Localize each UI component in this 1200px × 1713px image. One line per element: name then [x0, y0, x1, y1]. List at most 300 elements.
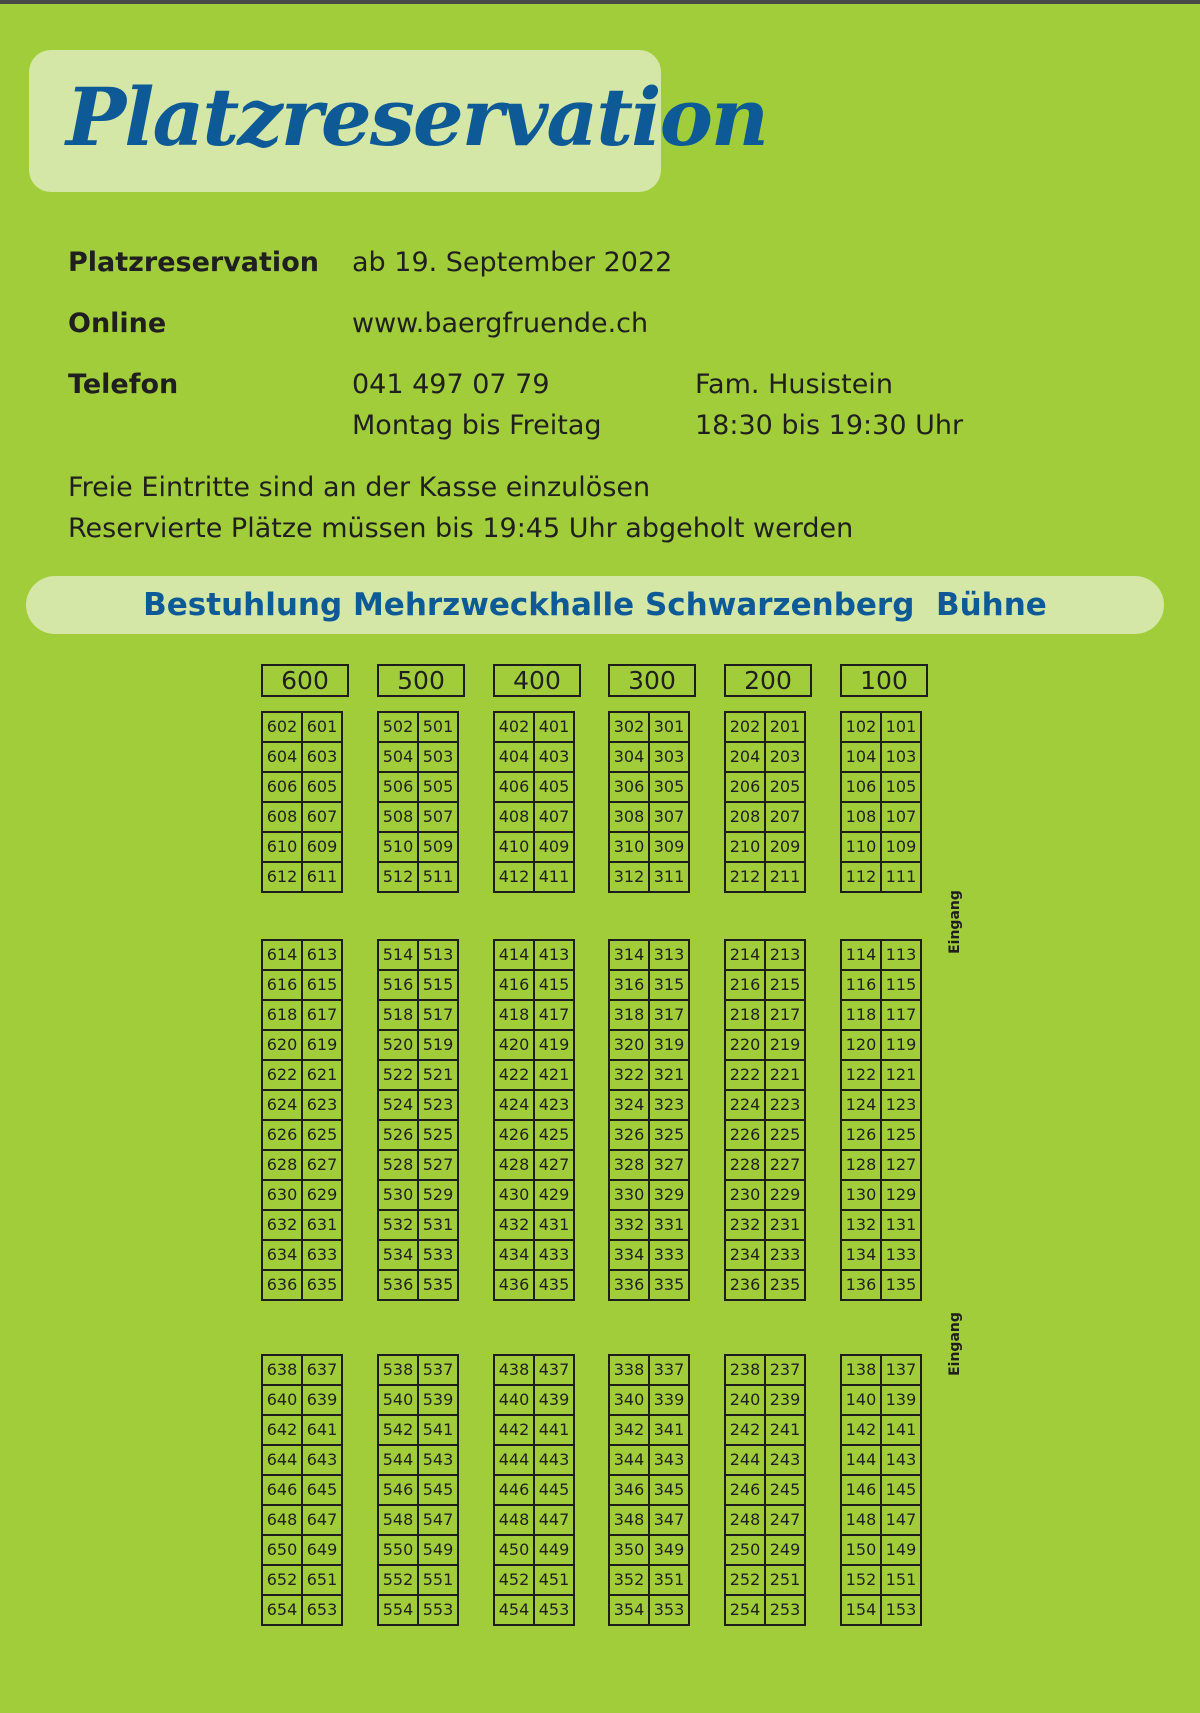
seat-152[interactable]: 152 — [841, 1565, 881, 1595]
seat-536[interactable]: 536 — [378, 1270, 418, 1300]
seat-624[interactable]: 624 — [262, 1090, 302, 1120]
seat-636[interactable]: 636 — [262, 1270, 302, 1300]
seat-432[interactable]: 432 — [494, 1210, 534, 1240]
seat-443[interactable]: 443 — [534, 1445, 574, 1475]
seat-119[interactable]: 119 — [881, 1030, 921, 1060]
seat-346[interactable]: 346 — [609, 1475, 649, 1505]
seat-111[interactable]: 111 — [881, 862, 921, 892]
seat-148[interactable]: 148 — [841, 1505, 881, 1535]
seat-217[interactable]: 217 — [765, 1000, 805, 1030]
seat-218[interactable]: 218 — [725, 1000, 765, 1030]
seat-518[interactable]: 518 — [378, 1000, 418, 1030]
seat-210[interactable]: 210 — [725, 832, 765, 862]
seat-203[interactable]: 203 — [765, 742, 805, 772]
seat-444[interactable]: 444 — [494, 1445, 534, 1475]
seat-520[interactable]: 520 — [378, 1030, 418, 1060]
seat-629[interactable]: 629 — [302, 1180, 342, 1210]
seat-228[interactable]: 228 — [725, 1150, 765, 1180]
seat-221[interactable]: 221 — [765, 1060, 805, 1090]
seat-212[interactable]: 212 — [725, 862, 765, 892]
seat-442[interactable]: 442 — [494, 1415, 534, 1445]
seat-405[interactable]: 405 — [534, 772, 574, 802]
seat-216[interactable]: 216 — [725, 970, 765, 1000]
seat-321[interactable]: 321 — [649, 1060, 689, 1090]
seat-128[interactable]: 128 — [841, 1150, 881, 1180]
seat-238[interactable]: 238 — [725, 1355, 765, 1385]
seat-552[interactable]: 552 — [378, 1565, 418, 1595]
seat-537[interactable]: 537 — [418, 1355, 458, 1385]
seat-606[interactable]: 606 — [262, 772, 302, 802]
seat-330[interactable]: 330 — [609, 1180, 649, 1210]
seat-539[interactable]: 539 — [418, 1385, 458, 1415]
seat-235[interactable]: 235 — [765, 1270, 805, 1300]
seat-603[interactable]: 603 — [302, 742, 342, 772]
seat-534[interactable]: 534 — [378, 1240, 418, 1270]
seat-421[interactable]: 421 — [534, 1060, 574, 1090]
seat-309[interactable]: 309 — [649, 832, 689, 862]
seat-324[interactable]: 324 — [609, 1090, 649, 1120]
seat-423[interactable]: 423 — [534, 1090, 574, 1120]
seat-120[interactable]: 120 — [841, 1030, 881, 1060]
seat-122[interactable]: 122 — [841, 1060, 881, 1090]
seat-526[interactable]: 526 — [378, 1120, 418, 1150]
seat-351[interactable]: 351 — [649, 1565, 689, 1595]
seat-340[interactable]: 340 — [609, 1385, 649, 1415]
seat-343[interactable]: 343 — [649, 1445, 689, 1475]
seat-348[interactable]: 348 — [609, 1505, 649, 1535]
seat-610[interactable]: 610 — [262, 832, 302, 862]
seat-224[interactable]: 224 — [725, 1090, 765, 1120]
seat-219[interactable]: 219 — [765, 1030, 805, 1060]
seat-329[interactable]: 329 — [649, 1180, 689, 1210]
seat-451[interactable]: 451 — [534, 1565, 574, 1595]
seat-541[interactable]: 541 — [418, 1415, 458, 1445]
seat-130[interactable]: 130 — [841, 1180, 881, 1210]
seat-305[interactable]: 305 — [649, 772, 689, 802]
seat-449[interactable]: 449 — [534, 1535, 574, 1565]
seat-240[interactable]: 240 — [725, 1385, 765, 1415]
seat-214[interactable]: 214 — [725, 940, 765, 970]
seat-653[interactable]: 653 — [302, 1595, 342, 1625]
seat-140[interactable]: 140 — [841, 1385, 881, 1415]
seat-253[interactable]: 253 — [765, 1595, 805, 1625]
seat-206[interactable]: 206 — [725, 772, 765, 802]
seat-438[interactable]: 438 — [494, 1355, 534, 1385]
seat-549[interactable]: 549 — [418, 1535, 458, 1565]
seat-620[interactable]: 620 — [262, 1030, 302, 1060]
seat-205[interactable]: 205 — [765, 772, 805, 802]
seat-643[interactable]: 643 — [302, 1445, 342, 1475]
seat-415[interactable]: 415 — [534, 970, 574, 1000]
seat-118[interactable]: 118 — [841, 1000, 881, 1030]
seat-102[interactable]: 102 — [841, 712, 881, 742]
seat-511[interactable]: 511 — [418, 862, 458, 892]
seat-644[interactable]: 644 — [262, 1445, 302, 1475]
seat-246[interactable]: 246 — [725, 1475, 765, 1505]
seat-414[interactable]: 414 — [494, 940, 534, 970]
seat-410[interactable]: 410 — [494, 832, 534, 862]
seat-316[interactable]: 316 — [609, 970, 649, 1000]
seat-605[interactable]: 605 — [302, 772, 342, 802]
seat-335[interactable]: 335 — [649, 1270, 689, 1300]
seat-213[interactable]: 213 — [765, 940, 805, 970]
seat-513[interactable]: 513 — [418, 940, 458, 970]
seat-248[interactable]: 248 — [725, 1505, 765, 1535]
seat-231[interactable]: 231 — [765, 1210, 805, 1240]
seat-241[interactable]: 241 — [765, 1415, 805, 1445]
seat-454[interactable]: 454 — [494, 1595, 534, 1625]
seat-315[interactable]: 315 — [649, 970, 689, 1000]
seat-404[interactable]: 404 — [494, 742, 534, 772]
seat-650[interactable]: 650 — [262, 1535, 302, 1565]
seat-308[interactable]: 308 — [609, 802, 649, 832]
seat-524[interactable]: 524 — [378, 1090, 418, 1120]
seat-453[interactable]: 453 — [534, 1595, 574, 1625]
seat-226[interactable]: 226 — [725, 1120, 765, 1150]
seat-647[interactable]: 647 — [302, 1505, 342, 1535]
seat-319[interactable]: 319 — [649, 1030, 689, 1060]
seat-116[interactable]: 116 — [841, 970, 881, 1000]
seat-434[interactable]: 434 — [494, 1240, 534, 1270]
seat-401[interactable]: 401 — [534, 712, 574, 742]
seat-154[interactable]: 154 — [841, 1595, 881, 1625]
seat-419[interactable]: 419 — [534, 1030, 574, 1060]
seat-546[interactable]: 546 — [378, 1475, 418, 1505]
seat-124[interactable]: 124 — [841, 1090, 881, 1120]
seat-429[interactable]: 429 — [534, 1180, 574, 1210]
seat-516[interactable]: 516 — [378, 970, 418, 1000]
seat-503[interactable]: 503 — [418, 742, 458, 772]
seat-545[interactable]: 545 — [418, 1475, 458, 1505]
seat-446[interactable]: 446 — [494, 1475, 534, 1505]
seat-306[interactable]: 306 — [609, 772, 649, 802]
seat-245[interactable]: 245 — [765, 1475, 805, 1505]
seat-352[interactable]: 352 — [609, 1565, 649, 1595]
seat-303[interactable]: 303 — [649, 742, 689, 772]
seat-413[interactable]: 413 — [534, 940, 574, 970]
seat-127[interactable]: 127 — [881, 1150, 921, 1180]
seat-507[interactable]: 507 — [418, 802, 458, 832]
seat-411[interactable]: 411 — [534, 862, 574, 892]
seat-521[interactable]: 521 — [418, 1060, 458, 1090]
seat-612[interactable]: 612 — [262, 862, 302, 892]
seat-146[interactable]: 146 — [841, 1475, 881, 1505]
seat-412[interactable]: 412 — [494, 862, 534, 892]
seat-307[interactable]: 307 — [649, 802, 689, 832]
seat-242[interactable]: 242 — [725, 1415, 765, 1445]
seat-611[interactable]: 611 — [302, 862, 342, 892]
seat-312[interactable]: 312 — [609, 862, 649, 892]
seat-628[interactable]: 628 — [262, 1150, 302, 1180]
seat-619[interactable]: 619 — [302, 1030, 342, 1060]
seat-211[interactable]: 211 — [765, 862, 805, 892]
seat-142[interactable]: 142 — [841, 1415, 881, 1445]
seat-618[interactable]: 618 — [262, 1000, 302, 1030]
seat-322[interactable]: 322 — [609, 1060, 649, 1090]
seat-427[interactable]: 427 — [534, 1150, 574, 1180]
seat-646[interactable]: 646 — [262, 1475, 302, 1505]
seat-437[interactable]: 437 — [534, 1355, 574, 1385]
seat-304[interactable]: 304 — [609, 742, 649, 772]
seat-354[interactable]: 354 — [609, 1595, 649, 1625]
seat-433[interactable]: 433 — [534, 1240, 574, 1270]
seat-252[interactable]: 252 — [725, 1565, 765, 1595]
seat-639[interactable]: 639 — [302, 1385, 342, 1415]
seat-632[interactable]: 632 — [262, 1210, 302, 1240]
seat-408[interactable]: 408 — [494, 802, 534, 832]
seat-651[interactable]: 651 — [302, 1565, 342, 1595]
seat-631[interactable]: 631 — [302, 1210, 342, 1240]
seat-249[interactable]: 249 — [765, 1535, 805, 1565]
seat-425[interactable]: 425 — [534, 1120, 574, 1150]
seat-328[interactable]: 328 — [609, 1150, 649, 1180]
seat-535[interactable]: 535 — [418, 1270, 458, 1300]
seat-417[interactable]: 417 — [534, 1000, 574, 1030]
seat-623[interactable]: 623 — [302, 1090, 342, 1120]
seat-530[interactable]: 530 — [378, 1180, 418, 1210]
seat-548[interactable]: 548 — [378, 1505, 418, 1535]
seat-123[interactable]: 123 — [881, 1090, 921, 1120]
seat-622[interactable]: 622 — [262, 1060, 302, 1090]
seat-233[interactable]: 233 — [765, 1240, 805, 1270]
seat-220[interactable]: 220 — [725, 1030, 765, 1060]
seat-112[interactable]: 112 — [841, 862, 881, 892]
seat-227[interactable]: 227 — [765, 1150, 805, 1180]
seat-344[interactable]: 344 — [609, 1445, 649, 1475]
seat-318[interactable]: 318 — [609, 1000, 649, 1030]
seat-420[interactable]: 420 — [494, 1030, 534, 1060]
seat-106[interactable]: 106 — [841, 772, 881, 802]
seat-147[interactable]: 147 — [881, 1505, 921, 1535]
seat-153[interactable]: 153 — [881, 1595, 921, 1625]
seat-609[interactable]: 609 — [302, 832, 342, 862]
seat-416[interactable]: 416 — [494, 970, 534, 1000]
seat-345[interactable]: 345 — [649, 1475, 689, 1505]
seat-547[interactable]: 547 — [418, 1505, 458, 1535]
seat-641[interactable]: 641 — [302, 1415, 342, 1445]
seat-250[interactable]: 250 — [725, 1535, 765, 1565]
seat-540[interactable]: 540 — [378, 1385, 418, 1415]
seat-337[interactable]: 337 — [649, 1355, 689, 1385]
seat-207[interactable]: 207 — [765, 802, 805, 832]
seat-621[interactable]: 621 — [302, 1060, 342, 1090]
seat-430[interactable]: 430 — [494, 1180, 534, 1210]
seat-514[interactable]: 514 — [378, 940, 418, 970]
seat-229[interactable]: 229 — [765, 1180, 805, 1210]
seat-551[interactable]: 551 — [418, 1565, 458, 1595]
seat-350[interactable]: 350 — [609, 1535, 649, 1565]
seat-103[interactable]: 103 — [881, 742, 921, 772]
seat-110[interactable]: 110 — [841, 832, 881, 862]
seat-428[interactable]: 428 — [494, 1150, 534, 1180]
seat-125[interactable]: 125 — [881, 1120, 921, 1150]
seat-126[interactable]: 126 — [841, 1120, 881, 1150]
seat-452[interactable]: 452 — [494, 1565, 534, 1595]
seat-225[interactable]: 225 — [765, 1120, 805, 1150]
seat-230[interactable]: 230 — [725, 1180, 765, 1210]
seat-554[interactable]: 554 — [378, 1595, 418, 1625]
seat-640[interactable]: 640 — [262, 1385, 302, 1415]
seat-502[interactable]: 502 — [378, 712, 418, 742]
seat-143[interactable]: 143 — [881, 1445, 921, 1475]
seat-512[interactable]: 512 — [378, 862, 418, 892]
seat-529[interactable]: 529 — [418, 1180, 458, 1210]
seat-448[interactable]: 448 — [494, 1505, 534, 1535]
seat-237[interactable]: 237 — [765, 1355, 805, 1385]
seat-136[interactable]: 136 — [841, 1270, 881, 1300]
seat-617[interactable]: 617 — [302, 1000, 342, 1030]
seat-117[interactable]: 117 — [881, 1000, 921, 1030]
seat-244[interactable]: 244 — [725, 1445, 765, 1475]
seat-310[interactable]: 310 — [609, 832, 649, 862]
seat-302[interactable]: 302 — [609, 712, 649, 742]
seat-501[interactable]: 501 — [418, 712, 458, 742]
seat-550[interactable]: 550 — [378, 1535, 418, 1565]
seat-435[interactable]: 435 — [534, 1270, 574, 1300]
seat-522[interactable]: 522 — [378, 1060, 418, 1090]
seat-239[interactable]: 239 — [765, 1385, 805, 1415]
seat-323[interactable]: 323 — [649, 1090, 689, 1120]
seat-314[interactable]: 314 — [609, 940, 649, 970]
seat-236[interactable]: 236 — [725, 1270, 765, 1300]
seat-145[interactable]: 145 — [881, 1475, 921, 1505]
seat-320[interactable]: 320 — [609, 1030, 649, 1060]
seat-223[interactable]: 223 — [765, 1090, 805, 1120]
seat-439[interactable]: 439 — [534, 1385, 574, 1415]
seat-431[interactable]: 431 — [534, 1210, 574, 1240]
seat-649[interactable]: 649 — [302, 1535, 342, 1565]
seat-234[interactable]: 234 — [725, 1240, 765, 1270]
seat-334[interactable]: 334 — [609, 1240, 649, 1270]
seat-615[interactable]: 615 — [302, 970, 342, 1000]
seat-201[interactable]: 201 — [765, 712, 805, 742]
seat-141[interactable]: 141 — [881, 1415, 921, 1445]
seat-436[interactable]: 436 — [494, 1270, 534, 1300]
seat-538[interactable]: 538 — [378, 1355, 418, 1385]
seat-131[interactable]: 131 — [881, 1210, 921, 1240]
seat-353[interactable]: 353 — [649, 1595, 689, 1625]
seat-519[interactable]: 519 — [418, 1030, 458, 1060]
seat-625[interactable]: 625 — [302, 1120, 342, 1150]
seat-525[interactable]: 525 — [418, 1120, 458, 1150]
seat-506[interactable]: 506 — [378, 772, 418, 802]
seat-440[interactable]: 440 — [494, 1385, 534, 1415]
seat-409[interactable]: 409 — [534, 832, 574, 862]
seat-406[interactable]: 406 — [494, 772, 534, 802]
seat-533[interactable]: 533 — [418, 1240, 458, 1270]
seat-251[interactable]: 251 — [765, 1565, 805, 1595]
seat-509[interactable]: 509 — [418, 832, 458, 862]
seat-601[interactable]: 601 — [302, 712, 342, 742]
seat-204[interactable]: 204 — [725, 742, 765, 772]
online-link[interactable]: www.baergfruende.ch — [352, 308, 649, 339]
seat-243[interactable]: 243 — [765, 1445, 805, 1475]
seat-331[interactable]: 331 — [649, 1210, 689, 1240]
seat-424[interactable]: 424 — [494, 1090, 534, 1120]
seat-121[interactable]: 121 — [881, 1060, 921, 1090]
seat-209[interactable]: 209 — [765, 832, 805, 862]
seat-418[interactable]: 418 — [494, 1000, 534, 1030]
seat-635[interactable]: 635 — [302, 1270, 342, 1300]
seat-232[interactable]: 232 — [725, 1210, 765, 1240]
seat-517[interactable]: 517 — [418, 1000, 458, 1030]
seat-445[interactable]: 445 — [534, 1475, 574, 1505]
seat-553[interactable]: 553 — [418, 1595, 458, 1625]
seat-108[interactable]: 108 — [841, 802, 881, 832]
seat-333[interactable]: 333 — [649, 1240, 689, 1270]
seat-149[interactable]: 149 — [881, 1535, 921, 1565]
seat-215[interactable]: 215 — [765, 970, 805, 1000]
seat-604[interactable]: 604 — [262, 742, 302, 772]
seat-504[interactable]: 504 — [378, 742, 418, 772]
seat-132[interactable]: 132 — [841, 1210, 881, 1240]
seat-515[interactable]: 515 — [418, 970, 458, 1000]
seat-139[interactable]: 139 — [881, 1385, 921, 1415]
seat-626[interactable]: 626 — [262, 1120, 302, 1150]
seat-510[interactable]: 510 — [378, 832, 418, 862]
seat-607[interactable]: 607 — [302, 802, 342, 832]
seat-325[interactable]: 325 — [649, 1120, 689, 1150]
seat-543[interactable]: 543 — [418, 1445, 458, 1475]
seat-151[interactable]: 151 — [881, 1565, 921, 1595]
seat-109[interactable]: 109 — [881, 832, 921, 862]
seat-613[interactable]: 613 — [302, 940, 342, 970]
seat-144[interactable]: 144 — [841, 1445, 881, 1475]
seat-532[interactable]: 532 — [378, 1210, 418, 1240]
seat-254[interactable]: 254 — [725, 1595, 765, 1625]
seat-332[interactable]: 332 — [609, 1210, 649, 1240]
seat-634[interactable]: 634 — [262, 1240, 302, 1270]
seat-114[interactable]: 114 — [841, 940, 881, 970]
seat-326[interactable]: 326 — [609, 1120, 649, 1150]
seat-208[interactable]: 208 — [725, 802, 765, 832]
seat-645[interactable]: 645 — [302, 1475, 342, 1505]
seat-339[interactable]: 339 — [649, 1385, 689, 1415]
seat-531[interactable]: 531 — [418, 1210, 458, 1240]
seat-616[interactable]: 616 — [262, 970, 302, 1000]
seat-347[interactable]: 347 — [649, 1505, 689, 1535]
seat-137[interactable]: 137 — [881, 1355, 921, 1385]
seat-608[interactable]: 608 — [262, 802, 302, 832]
seat-342[interactable]: 342 — [609, 1415, 649, 1445]
seat-523[interactable]: 523 — [418, 1090, 458, 1120]
seat-422[interactable]: 422 — [494, 1060, 534, 1090]
seat-104[interactable]: 104 — [841, 742, 881, 772]
seat-327[interactable]: 327 — [649, 1150, 689, 1180]
seat-542[interactable]: 542 — [378, 1415, 418, 1445]
seat-544[interactable]: 544 — [378, 1445, 418, 1475]
seat-630[interactable]: 630 — [262, 1180, 302, 1210]
seat-450[interactable]: 450 — [494, 1535, 534, 1565]
seat-602[interactable]: 602 — [262, 712, 302, 742]
seat-311[interactable]: 311 — [649, 862, 689, 892]
seat-336[interactable]: 336 — [609, 1270, 649, 1300]
seat-637[interactable]: 637 — [302, 1355, 342, 1385]
seat-313[interactable]: 313 — [649, 940, 689, 970]
seat-614[interactable]: 614 — [262, 940, 302, 970]
seat-113[interactable]: 113 — [881, 940, 921, 970]
seat-648[interactable]: 648 — [262, 1505, 302, 1535]
seat-138[interactable]: 138 — [841, 1355, 881, 1385]
seat-447[interactable]: 447 — [534, 1505, 574, 1535]
seat-505[interactable]: 505 — [418, 772, 458, 802]
seat-627[interactable]: 627 — [302, 1150, 342, 1180]
seat-101[interactable]: 101 — [881, 712, 921, 742]
seat-129[interactable]: 129 — [881, 1180, 921, 1210]
seat-134[interactable]: 134 — [841, 1240, 881, 1270]
seat-150[interactable]: 150 — [841, 1535, 881, 1565]
seat-403[interactable]: 403 — [534, 742, 574, 772]
